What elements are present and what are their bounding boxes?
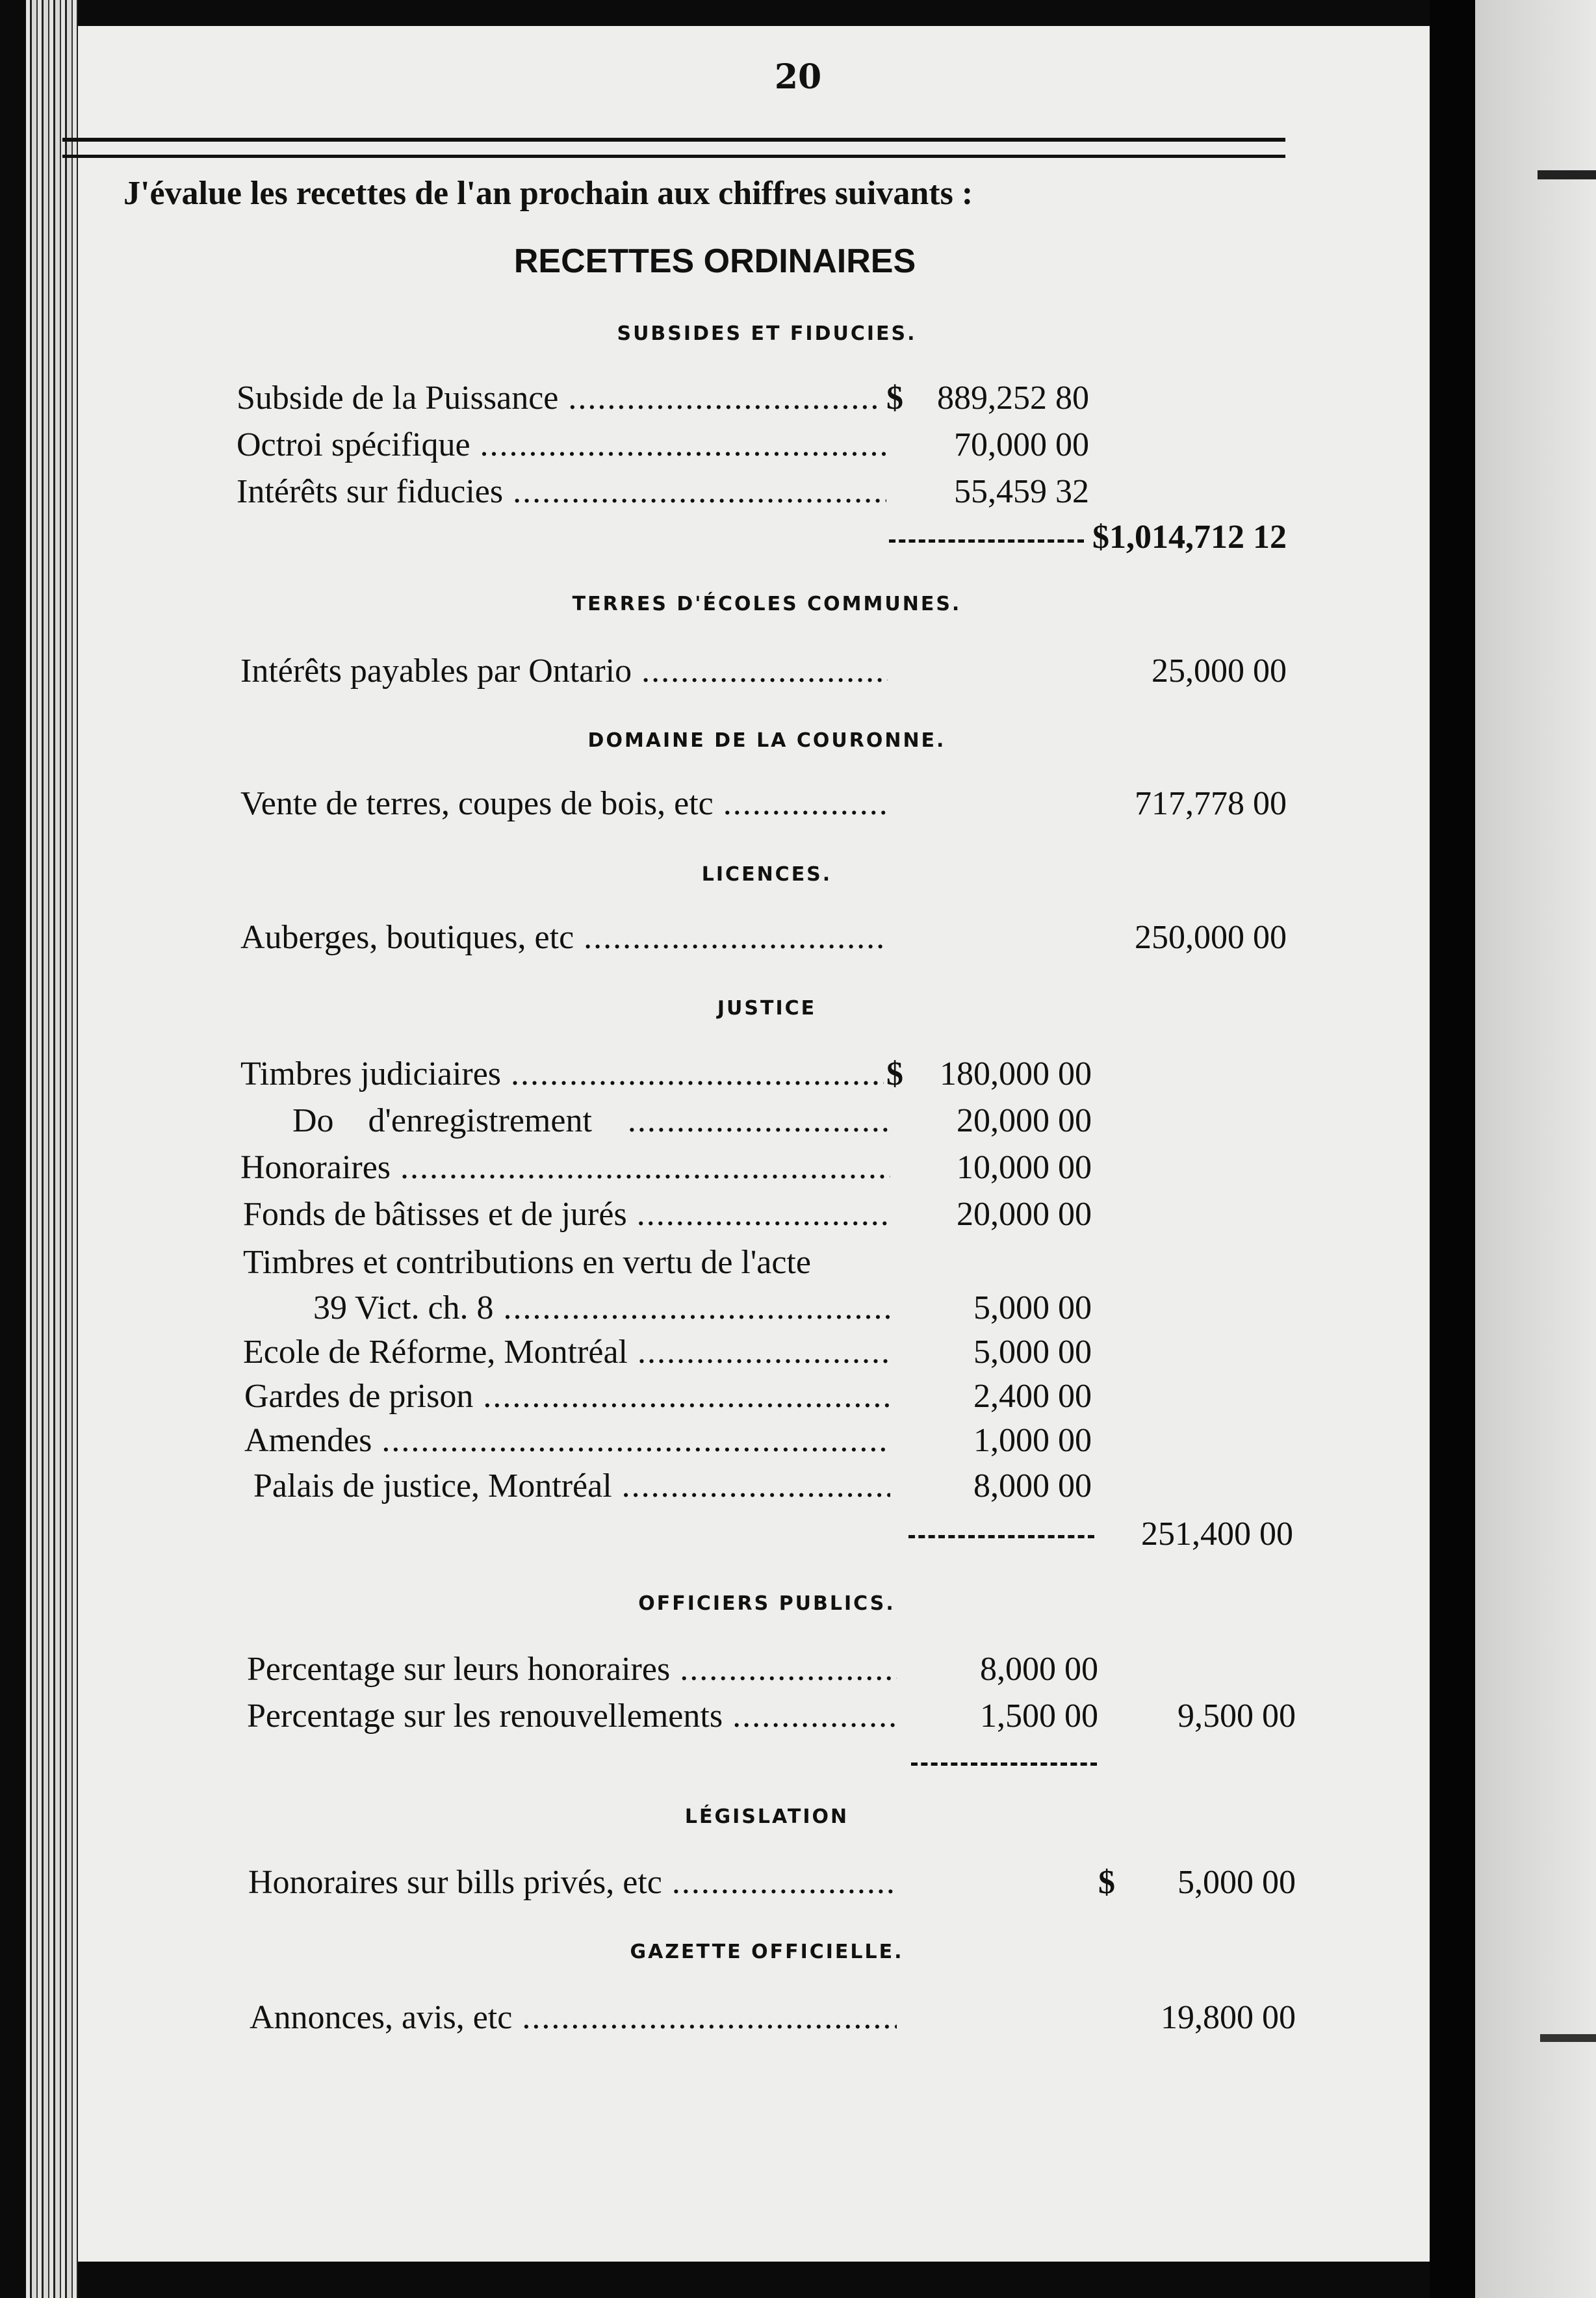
row-label: Gardes de prison ..... [244, 1374, 890, 1419]
row-label: Fonds de bâtisses et de jurés ..... [243, 1192, 890, 1237]
row-total: 5,000 00 [1178, 1864, 1296, 1901]
row-label: Annonces, avis, etc ..... [250, 1995, 897, 2041]
row-amount: 1,000 00 [973, 1422, 1092, 1459]
row-label: Percentage sur les renouvellements ..... [247, 1694, 897, 1739]
row-total: 19,800 00 [1161, 1999, 1296, 2036]
section-total: $1,014,712 12 [1092, 519, 1287, 556]
currency-sign: $ [1098, 1864, 1115, 1901]
currency-sign: $ [886, 1055, 903, 1092]
adjacent-page-mark [1538, 170, 1596, 179]
row-label: Intérêts sur fiducies ..... [237, 469, 886, 515]
intro-sentence: J'évalue les recettes de l'an prochain aux chiffres suivants : [123, 175, 973, 212]
row-amount: 10,000 00 [957, 1149, 1092, 1186]
row-label: Octroi spécifique ..... [237, 422, 886, 468]
section-title-licences: LICENCES. [701, 863, 832, 886]
row-amount: 1,500 00 [980, 1698, 1098, 1735]
row-label: Auberges, boutiques, etc ..... [240, 915, 888, 961]
row-label: Intérêts payables par Ontario ..... [240, 649, 888, 694]
row-amount: 8,000 00 [973, 1467, 1092, 1504]
page-number: 20 [774, 57, 822, 97]
row-amount: 5,000 00 [973, 1289, 1092, 1326]
row-label: Vente de terres, coupes de bois, etc ..... [240, 781, 888, 827]
row-label: Honoraires ..... [240, 1145, 890, 1191]
row-label: 39 Vict. ch. 8 ..... [313, 1285, 890, 1331]
row-total: 9,500 00 [1178, 1698, 1296, 1735]
row-amount: 20,000 00 [957, 1196, 1092, 1233]
row-amount: 55,459 32 [954, 473, 1089, 510]
currency-sign: $ [886, 380, 903, 417]
row-label: Subside de la Puissance ..... [237, 376, 880, 421]
row-label: Honoraires sur bills privés, etc ..... [248, 1860, 895, 1905]
main-heading: RECETTES ORDINAIRES [513, 242, 916, 280]
row-label: Amendes ..... [244, 1418, 890, 1464]
row-amount: 8,000 00 [980, 1651, 1098, 1688]
section-title-legislation: LÉGISLATION [684, 1805, 849, 1828]
row-label: Palais de justice, Montréal ..... [253, 1464, 890, 1509]
row-amount: 20,000 00 [957, 1102, 1092, 1139]
row-label: Ecole de Réforme, Montréal ..... [243, 1330, 890, 1375]
adjacent-page-mark [1540, 2034, 1596, 2042]
row-amount: 5,000 00 [973, 1334, 1092, 1371]
row-label: Percentage sur leurs honoraires ..... [247, 1647, 897, 1692]
row-label: Timbres et contributions en vertu de l'acte [243, 1244, 811, 1281]
row-amount: 180,000 00 [940, 1055, 1092, 1092]
subtotal-rule [911, 1762, 1097, 1766]
section-title-gazette: GAZETTE OFFICIELLE. [630, 1941, 904, 1963]
section-title-domaine: DOMAINE DE LA COURONNE. [587, 729, 946, 752]
section-title-justice: JUSTICE [717, 997, 817, 1020]
section-total: 251,400 00 [1141, 1516, 1293, 1553]
scanned-page [78, 26, 1430, 2262]
section-title-terres: TERRES D'ÉCOLES COMMUNES. [572, 593, 962, 615]
row-total: 250,000 00 [1135, 919, 1287, 956]
section-title-officiers: OFFICIERS PUBLICS. [638, 1592, 895, 1615]
row-total: 717,778 00 [1135, 785, 1287, 822]
header-rule [62, 138, 1285, 158]
row-label: Timbres judiciaires ..... [240, 1052, 884, 1097]
row-amount: 889,252 80 [937, 380, 1089, 417]
row-label: Do d'enregistrement ..... [292, 1098, 890, 1144]
row-amount: 70,000 00 [954, 426, 1089, 463]
row-total: 25,000 00 [1152, 652, 1287, 690]
section-title-subsides: SUBSIDES ET FIDUCIES. [617, 322, 917, 345]
row-amount: 2,400 00 [973, 1378, 1092, 1415]
